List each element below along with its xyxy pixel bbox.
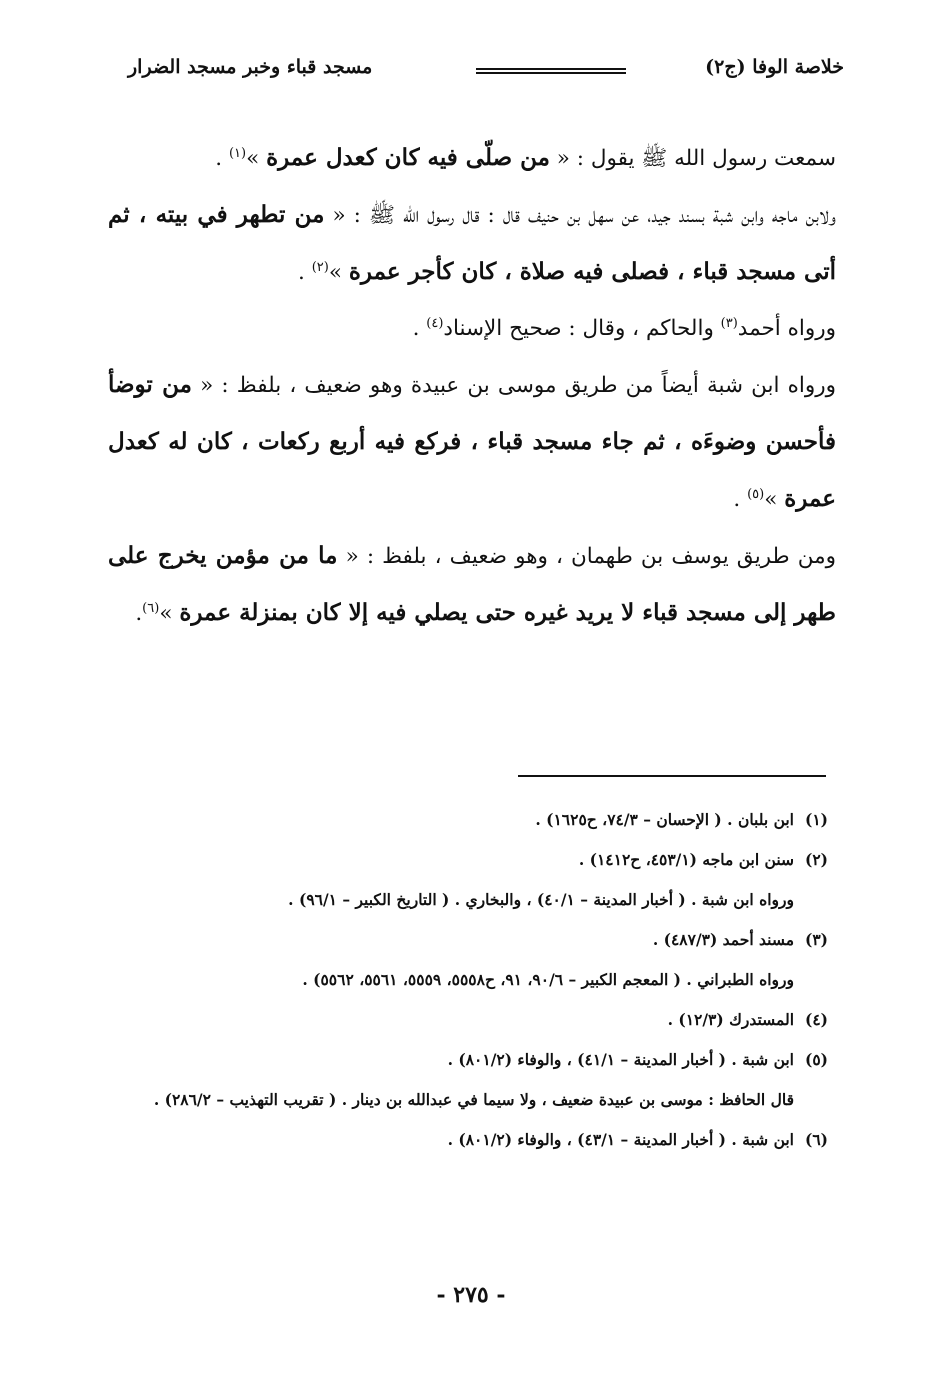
hadith-quote: من صلّى فيه كان كعدل عمرة (266, 144, 550, 171)
footnote-6: (٦) ابن شبة . ( أخبار المدينة – ٤٣/١) ، والوفاء (٨٠١/٢) . (110, 1120, 838, 1160)
footnote-3-continued: ورواه الطبراني . ( المعجم الكبير – ٩٠/٦، ٩١، ح٥٥٥٨، ٥٥٥٩، ٥٥٦١، ٥٥٦٢) . (302, 970, 794, 989)
footnote-number: (٥) (804, 1050, 828, 1069)
main-text (108, 130, 836, 642)
page-number: - ٢٧٥ - (436, 1282, 506, 1308)
footnote-2: (٢) سنن ابن ماجه (٤٥٣/١، ح١٤١٢) . (110, 840, 838, 880)
running-header (128, 56, 844, 92)
footnote-5: (٥) ابن شبة . ( أخبار المدينة – ٤١/١) ، والوفاء (٨٠١/٢) . (110, 1040, 838, 1080)
chapter-title: مسجد قباء وخبر مسجد الضرار (128, 56, 373, 78)
hadith-quote: من توضأ فأحسن وضوءَه ، ثم جاء مسجد قباء ، فركع فيه أربع ركعات ، كان له كعدل عمرة (108, 371, 836, 512)
footnote-5-continued: قال الحافظ : موسى بن عبيدة ضعيف ، ولا سيما في عبدالله بن دينار . ( تقريب التهذيب – ٢٨٦/٢) . (153, 1090, 794, 1109)
footnote-1: (١) ابن بلبان . ( الإحسان – ٧٤/٣، ح١٦٢٥) . (110, 800, 838, 840)
paragraph-3: ورواه أحمد$^{(٣)}$ والحاكم ، وقال : صحيح الإسناد$^{(٤)}$ . (412, 315, 836, 341)
hadith-quote: ما من مؤمن يخرج على طهر إلى مسجد قباء لا يريد غيره حتى يصلي فيه إلا كان بمنزلة عمرة (108, 542, 836, 626)
footnote-number: (١) (804, 810, 828, 829)
paragraph-4: ورواه ابن شبة أيضاً من طريق موسى بن عبيدة وهو ضعيف ، بلفظ : « من توضأ فأحسن وضوءَه ، ثم جاء مسجد قباء ، فركع فيه أربع ركعات ، كان له كعدل عمرة »$^{(٥)}$ . (108, 371, 836, 512)
book-title: خلاصة الوفا (ج٢) (705, 56, 844, 78)
footnote-2-continued: ورواه ابن شبة . ( أخبار المدينة – ٤٠/١) ، والبخاري . ( التاريخ الكبير – ٩٦/١) . (288, 890, 794, 909)
footnote-ref[interactable]: (٦) (142, 600, 160, 616)
paragraph-2: ولابن ماجه وابن شبة بسند جيد، عن سهل بن حنيف قال : قال رسول الله ﷺ : « من تطهر في بيته ، ثم أتى مسجد قباء ، فصلى فيه صلاة ، كان كأجر عمرة »$^{(٢)}$ . (108, 201, 836, 285)
paragraph-1: سمعت رسول الله ﷺ يقول : « من صلّى فيه كان كعدل عمرة »$^{(١)}$ . (215, 144, 836, 171)
footnotes (110, 800, 838, 1160)
paragraph-5: ومن طريق يوسف بن طهمان ، وهو ضعيف ، بلفظ : « ما من مؤمن يخرج على طهر إلى مسجد قباء لا يريد غيره حتى يصلي فيه إلا كان بمنزلة عمرة »$^{(٦)}$. (108, 542, 836, 626)
hadith-quote: من تطهر في بيته ، ثم أتى مسجد قباء ، فصلى فيه صلاة ، كان كأجر عمرة (108, 201, 836, 285)
footnote-4: (٤) المستدرك (١٢/٣) . (110, 1000, 838, 1040)
footnote-number: (٢) (804, 850, 828, 869)
header-rule (476, 68, 626, 74)
footnote-separator (518, 775, 826, 777)
footnote-ref[interactable]: (١) (228, 145, 247, 161)
footnote-3: (٣) مسند أحمد (٤٨٧/٣) . (110, 920, 838, 960)
footnote-number: (٤) (804, 1010, 828, 1029)
footnote-ref[interactable]: (٤) (426, 315, 444, 331)
footnote-number: (٦) (804, 1130, 828, 1149)
footnote-ref[interactable]: (٢) (311, 259, 329, 275)
footnote-ref[interactable]: (٥) (747, 486, 765, 502)
footnote-ref[interactable]: (٣) (720, 315, 738, 331)
footnote-number: (٣) (804, 930, 828, 949)
